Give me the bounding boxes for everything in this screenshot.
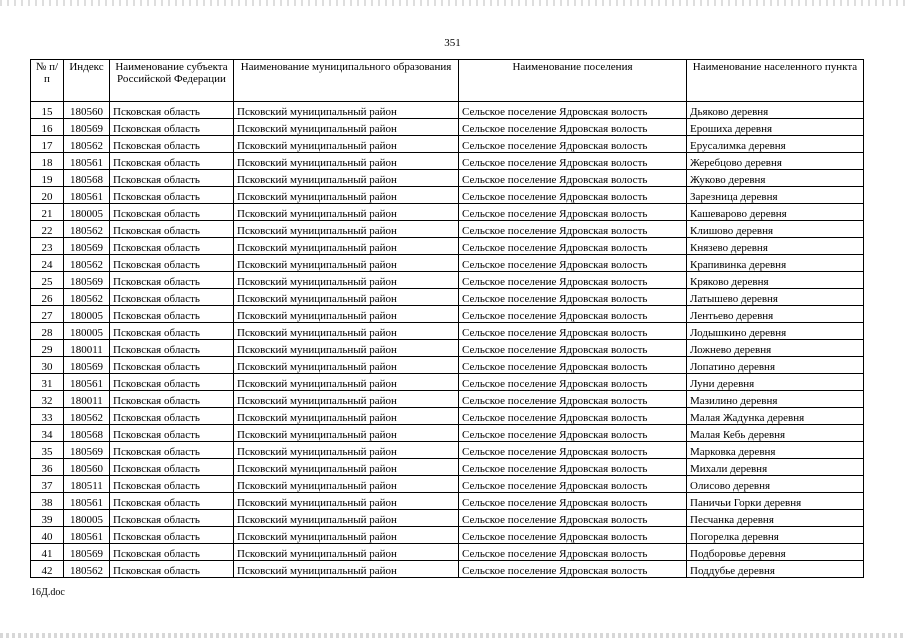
cell-settlement: Сельское поселение Ядровская волость	[459, 204, 687, 221]
cell-settlement: Сельское поселение Ядровская волость	[459, 408, 687, 425]
table-row	[31, 493, 864, 510]
table-row	[31, 153, 864, 170]
cell-index: 180005	[64, 204, 110, 221]
header-municipality: Наименование муниципального образования	[234, 60, 459, 102]
table-row	[31, 476, 864, 493]
settlements-table	[30, 59, 864, 578]
cell-locality: Мазилино деревня	[687, 391, 864, 408]
table-row	[31, 289, 864, 306]
cell-settlement: Сельское поселение Ядровская волость	[459, 510, 687, 527]
cell-municipality: Псковский муниципальный район	[234, 340, 459, 357]
cell-locality: Клишово деревня	[687, 221, 864, 238]
table-row	[31, 391, 864, 408]
cell-subject: Псковская область	[110, 136, 234, 153]
cell-locality: Ерусалимка деревня	[687, 136, 864, 153]
cell-num: 38	[31, 493, 64, 510]
cell-index: 180561	[64, 493, 110, 510]
cell-locality: Песчанка деревня	[687, 510, 864, 527]
cell-municipality: Псковский муниципальный район	[234, 357, 459, 374]
cell-num: 42	[31, 561, 64, 578]
cell-settlement: Сельское поселение Ядровская волость	[459, 187, 687, 204]
table-row	[31, 374, 864, 391]
cell-num: 16	[31, 119, 64, 136]
cell-subject: Псковская область	[110, 272, 234, 289]
table-row	[31, 221, 864, 238]
cell-subject: Псковская область	[110, 357, 234, 374]
cell-index: 180569	[64, 442, 110, 459]
cell-index: 180011	[64, 391, 110, 408]
cell-settlement: Сельское поселение Ядровская волость	[459, 289, 687, 306]
cell-index: 180569	[64, 357, 110, 374]
cell-index: 180569	[64, 119, 110, 136]
cell-subject: Псковская область	[110, 476, 234, 493]
cell-num: 29	[31, 340, 64, 357]
header-subject: Наименование субъекта Российской Федерации	[110, 60, 234, 102]
cell-locality: Паничьи Горки деревня	[687, 493, 864, 510]
cell-subject: Псковская область	[110, 425, 234, 442]
cell-num: 18	[31, 153, 64, 170]
cell-num: 34	[31, 425, 64, 442]
cell-subject: Псковская область	[110, 459, 234, 476]
header-num: № п/п	[31, 60, 64, 102]
cell-settlement: Сельское поселение Ядровская волость	[459, 153, 687, 170]
cell-locality: Князево деревня	[687, 238, 864, 255]
cell-num: 30	[31, 357, 64, 374]
cell-locality: Марковка деревня	[687, 442, 864, 459]
cell-num: 33	[31, 408, 64, 425]
cell-index: 180562	[64, 408, 110, 425]
cell-subject: Псковская область	[110, 442, 234, 459]
cell-settlement: Сельское поселение Ядровская волость	[459, 527, 687, 544]
cell-num: 39	[31, 510, 64, 527]
cell-locality: Погорелка деревня	[687, 527, 864, 544]
cell-locality: Поддубье деревня	[687, 561, 864, 578]
cell-municipality: Псковский муниципальный район	[234, 323, 459, 340]
cell-locality: Малая Кебь деревня	[687, 425, 864, 442]
cell-locality: Дьяково деревня	[687, 102, 864, 119]
cell-subject: Псковская область	[110, 255, 234, 272]
cell-num: 15	[31, 102, 64, 119]
cell-municipality: Псковский муниципальный район	[234, 272, 459, 289]
cell-municipality: Псковский муниципальный район	[234, 408, 459, 425]
cell-index: 180562	[64, 561, 110, 578]
cell-subject: Псковская область	[110, 510, 234, 527]
cell-municipality: Псковский муниципальный район	[234, 493, 459, 510]
cell-subject: Псковская область	[110, 527, 234, 544]
header-locality: Наименование населенного пункта	[687, 60, 864, 102]
cell-num: 26	[31, 289, 64, 306]
cell-locality: Олисово деревня	[687, 476, 864, 493]
footer-filename: 16Д.doc	[31, 587, 65, 598]
cell-num: 32	[31, 391, 64, 408]
cell-subject: Псковская область	[110, 221, 234, 238]
cell-settlement: Сельское поселение Ядровская волость	[459, 459, 687, 476]
scan-noise-top	[0, 0, 905, 6]
cell-index: 180568	[64, 425, 110, 442]
cell-locality: Ложнево деревня	[687, 340, 864, 357]
cell-subject: Псковская область	[110, 323, 234, 340]
cell-subject: Псковская область	[110, 391, 234, 408]
table-row	[31, 238, 864, 255]
cell-subject: Псковская область	[110, 289, 234, 306]
cell-num: 19	[31, 170, 64, 187]
cell-subject: Псковская область	[110, 544, 234, 561]
header-settlement: Наименование поселения	[459, 60, 687, 102]
cell-locality: Лодышкино деревня	[687, 323, 864, 340]
cell-municipality: Псковский муниципальный район	[234, 561, 459, 578]
cell-municipality: Псковский муниципальный район	[234, 102, 459, 119]
cell-settlement: Сельское поселение Ядровская волость	[459, 425, 687, 442]
cell-settlement: Сельское поселение Ядровская волость	[459, 136, 687, 153]
cell-num: 41	[31, 544, 64, 561]
cell-num: 27	[31, 306, 64, 323]
cell-index: 180511	[64, 476, 110, 493]
cell-municipality: Псковский муниципальный район	[234, 425, 459, 442]
cell-municipality: Псковский муниципальный район	[234, 136, 459, 153]
table-row	[31, 442, 864, 459]
cell-index: 180560	[64, 102, 110, 119]
cell-municipality: Псковский муниципальный район	[234, 442, 459, 459]
cell-subject: Псковская область	[110, 408, 234, 425]
cell-num: 28	[31, 323, 64, 340]
cell-index: 180011	[64, 340, 110, 357]
cell-locality: Латышево деревня	[687, 289, 864, 306]
cell-municipality: Псковский муниципальный район	[234, 510, 459, 527]
cell-municipality: Псковский муниципальный район	[234, 153, 459, 170]
cell-num: 17	[31, 136, 64, 153]
table-row	[31, 561, 864, 578]
cell-settlement: Сельское поселение Ядровская волость	[459, 306, 687, 323]
cell-municipality: Псковский муниципальный район	[234, 527, 459, 544]
cell-locality: Подборовье деревня	[687, 544, 864, 561]
cell-municipality: Псковский муниципальный район	[234, 221, 459, 238]
cell-num: 23	[31, 238, 64, 255]
cell-index: 180568	[64, 170, 110, 187]
table-body	[31, 102, 864, 578]
cell-subject: Псковская область	[110, 170, 234, 187]
cell-index: 180561	[64, 153, 110, 170]
cell-settlement: Сельское поселение Ядровская волость	[459, 561, 687, 578]
cell-num: 25	[31, 272, 64, 289]
cell-subject: Псковская область	[110, 493, 234, 510]
table-row	[31, 527, 864, 544]
cell-locality: Кряково деревня	[687, 272, 864, 289]
cell-num: 37	[31, 476, 64, 493]
table-row	[31, 323, 864, 340]
cell-municipality: Псковский муниципальный район	[234, 391, 459, 408]
cell-index: 180560	[64, 459, 110, 476]
table-row	[31, 272, 864, 289]
cell-index: 180561	[64, 374, 110, 391]
cell-settlement: Сельское поселение Ядровская волость	[459, 357, 687, 374]
cell-locality: Михали деревня	[687, 459, 864, 476]
cell-municipality: Псковский муниципальный район	[234, 306, 459, 323]
table-header-row	[31, 60, 864, 102]
table-row	[31, 340, 864, 357]
cell-settlement: Сельское поселение Ядровская волость	[459, 493, 687, 510]
cell-settlement: Сельское поселение Ядровская волость	[459, 544, 687, 561]
table-row	[31, 187, 864, 204]
cell-num: 21	[31, 204, 64, 221]
cell-settlement: Сельское поселение Ядровская волость	[459, 340, 687, 357]
cell-settlement: Сельское поселение Ядровская волость	[459, 238, 687, 255]
cell-municipality: Псковский муниципальный район	[234, 204, 459, 221]
cell-locality: Зарезница деревня	[687, 187, 864, 204]
cell-subject: Псковская область	[110, 306, 234, 323]
cell-locality: Кашеварово деревня	[687, 204, 864, 221]
cell-index: 180569	[64, 544, 110, 561]
cell-num: 35	[31, 442, 64, 459]
table-row	[31, 544, 864, 561]
cell-index: 180561	[64, 187, 110, 204]
cell-index: 180562	[64, 289, 110, 306]
cell-locality: Малая Жадунка деревня	[687, 408, 864, 425]
cell-subject: Псковская область	[110, 204, 234, 221]
cell-settlement: Сельское поселение Ядровская волость	[459, 102, 687, 119]
cell-municipality: Псковский муниципальный район	[234, 374, 459, 391]
cell-index: 180561	[64, 527, 110, 544]
cell-index: 180569	[64, 238, 110, 255]
cell-num: 22	[31, 221, 64, 238]
cell-num: 20	[31, 187, 64, 204]
cell-locality: Жеребцово деревня	[687, 153, 864, 170]
scan-noise-bottom	[0, 633, 905, 638]
cell-municipality: Псковский муниципальный район	[234, 459, 459, 476]
cell-index: 180005	[64, 323, 110, 340]
cell-settlement: Сельское поселение Ядровская волость	[459, 221, 687, 238]
header-index: Индекс	[64, 60, 110, 102]
cell-settlement: Сельское поселение Ядровская волость	[459, 272, 687, 289]
cell-settlement: Сельское поселение Ядровская волость	[459, 391, 687, 408]
cell-settlement: Сельское поселение Ядровская волость	[459, 255, 687, 272]
table-row	[31, 255, 864, 272]
cell-locality: Лопатино деревня	[687, 357, 864, 374]
table-row	[31, 408, 864, 425]
table-row	[31, 119, 864, 136]
cell-municipality: Псковский муниципальный район	[234, 238, 459, 255]
cell-municipality: Псковский муниципальный район	[234, 119, 459, 136]
cell-municipality: Псковский муниципальный район	[234, 544, 459, 561]
table-row	[31, 102, 864, 119]
table-row	[31, 357, 864, 374]
cell-subject: Псковская область	[110, 374, 234, 391]
cell-subject: Псковская область	[110, 153, 234, 170]
cell-index: 180562	[64, 136, 110, 153]
cell-settlement: Сельское поселение Ядровская волость	[459, 170, 687, 187]
cell-municipality: Псковский муниципальный район	[234, 187, 459, 204]
cell-settlement: Сельское поселение Ядровская волость	[459, 374, 687, 391]
cell-municipality: Псковский муниципальный район	[234, 170, 459, 187]
table-row	[31, 170, 864, 187]
cell-num: 36	[31, 459, 64, 476]
table-row	[31, 510, 864, 527]
cell-settlement: Сельское поселение Ядровская волость	[459, 476, 687, 493]
table-row	[31, 306, 864, 323]
cell-subject: Псковская область	[110, 238, 234, 255]
cell-municipality: Псковский муниципальный район	[234, 255, 459, 272]
cell-subject: Псковская область	[110, 119, 234, 136]
cell-subject: Псковская область	[110, 340, 234, 357]
table-row	[31, 459, 864, 476]
cell-num: 31	[31, 374, 64, 391]
cell-locality: Лентьево деревня	[687, 306, 864, 323]
cell-index: 180569	[64, 272, 110, 289]
cell-index: 180005	[64, 510, 110, 527]
cell-settlement: Сельское поселение Ядровская волость	[459, 442, 687, 459]
table-row	[31, 425, 864, 442]
cell-municipality: Псковский муниципальный район	[234, 476, 459, 493]
cell-subject: Псковская область	[110, 561, 234, 578]
table-row	[31, 136, 864, 153]
cell-locality: Луни деревня	[687, 374, 864, 391]
table-row	[31, 204, 864, 221]
cell-num: 24	[31, 255, 64, 272]
page-number: 351	[444, 37, 461, 49]
cell-municipality: Псковский муниципальный район	[234, 289, 459, 306]
cell-locality: Ерошиха деревня	[687, 119, 864, 136]
cell-index: 180005	[64, 306, 110, 323]
cell-num: 40	[31, 527, 64, 544]
cell-index: 180562	[64, 255, 110, 272]
cell-index: 180562	[64, 221, 110, 238]
cell-settlement: Сельское поселение Ядровская волость	[459, 323, 687, 340]
cell-locality: Крапивинка деревня	[687, 255, 864, 272]
cell-locality: Жуково деревня	[687, 170, 864, 187]
cell-subject: Псковская область	[110, 187, 234, 204]
cell-subject: Псковская область	[110, 102, 234, 119]
cell-settlement: Сельское поселение Ядровская волость	[459, 119, 687, 136]
